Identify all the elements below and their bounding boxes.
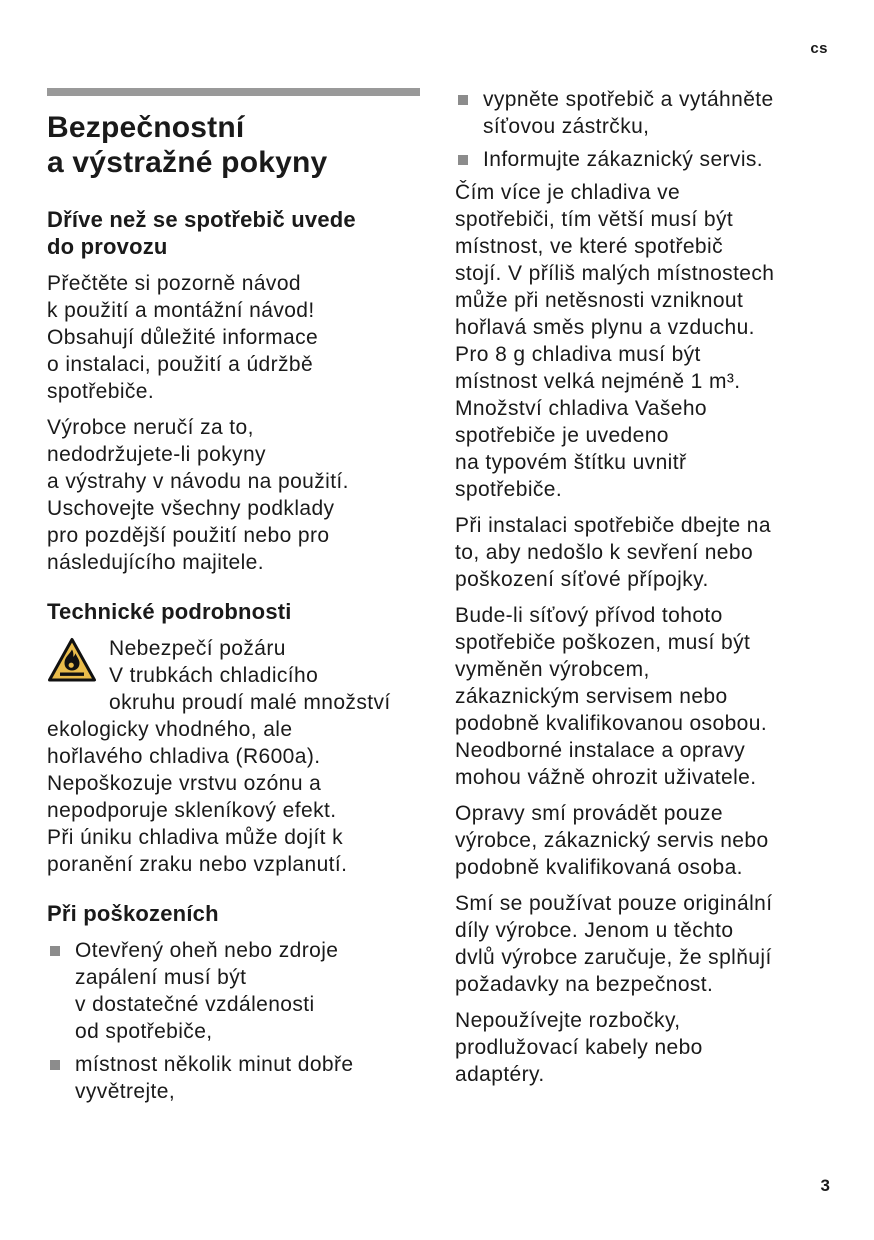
text-line: výrobce, zákaznický servis nebo: [455, 829, 769, 852]
bullet-item: [47, 1051, 423, 1105]
bullet-text: [75, 937, 423, 1045]
bullet-square-icon: [50, 946, 60, 956]
text-line: Pro 8 g chladiva musí být: [455, 343, 701, 366]
paragraph: [455, 890, 831, 998]
paragraph: [455, 179, 831, 503]
bullet-item: [455, 146, 831, 173]
text-line: nedodržujete-li pokyny: [47, 443, 266, 466]
paragraph: [47, 270, 423, 405]
text-line: Smí se používat pouze originální: [455, 892, 773, 915]
text-line: síťovou zástrčku,: [483, 115, 650, 138]
section-heading: [47, 206, 423, 260]
text-line: Nebezpečí požáru: [109, 637, 286, 660]
warning-note: [47, 635, 423, 878]
text-line: spotřebiče.: [455, 478, 563, 501]
text-line: ekologicky vhodného, ale: [47, 718, 293, 741]
text-line: vypněte spotřebič a vytáhněte: [483, 88, 774, 111]
text-line: Při úniku chladiva může dojít k: [47, 826, 344, 849]
text-line: Výrobce neručí za to,: [47, 416, 254, 439]
text-line: vyměněn výrobcem,: [455, 658, 650, 681]
text-line: zapálení musí být: [75, 966, 247, 989]
text-line: Uschovejte všechny podklady: [47, 497, 335, 520]
text-line: poranění zraku nebo vzplanutí.: [47, 853, 348, 876]
text-line: Přečtěte si pozorně návod: [47, 272, 301, 295]
section-heading: [47, 900, 423, 927]
paragraph: [455, 512, 831, 593]
flammable-warning-icon: [47, 637, 109, 692]
text-line: spotřebiče je uvedeno: [455, 424, 669, 447]
text-line: a výstražné pokyny: [47, 146, 328, 179]
text-line: Čím více je chladiva ve: [455, 181, 681, 204]
text-line: Bezpečnostní: [47, 111, 245, 144]
text-line: dvlů výrobce zaručuje, že splňují: [455, 946, 772, 969]
bullet-square-icon: [50, 1060, 60, 1070]
text-line: následujícího majitele.: [47, 551, 264, 574]
text-line: díly výrobce. Jenom u těchto: [455, 919, 734, 942]
text-line: může při netěsnosti vzniknout: [455, 289, 744, 312]
bullet-text: [483, 146, 831, 173]
text-line: V trubkách chladicího: [109, 664, 319, 687]
right-column: [455, 86, 831, 1097]
paragraph: [455, 1007, 831, 1088]
text-line: spotřebiče.: [47, 380, 155, 403]
bullet-square-icon: [458, 155, 468, 165]
paragraph: [455, 602, 831, 791]
text-line: Opravy smí provádět pouze: [455, 802, 723, 825]
left-column: [47, 88, 423, 1111]
text-line: do provozu: [47, 234, 168, 259]
text-line: hořlavého chladiva (R600a).: [47, 745, 321, 768]
text-line: na typovém štítku uvnitř: [455, 451, 687, 474]
text-line: v dostatečné vzdálenosti: [75, 993, 315, 1016]
text-line: vyvětrejte,: [75, 1080, 176, 1103]
text-line: Obsahují důležité informace: [47, 326, 319, 349]
text-line: Při instalaci spotřebiče dbejte na: [455, 514, 771, 537]
text-line: Informujte zákaznický servis.: [483, 148, 764, 171]
paragraph: [455, 800, 831, 881]
text-line: místnost, ve které spotřebič: [455, 235, 723, 258]
text-line: to, aby nedošlo k sevření nebo: [455, 541, 754, 564]
text-line: místnost velká nejméně 1 m³.: [455, 370, 741, 393]
text-line: hořlavá směs plynu a vzduchu.: [455, 316, 755, 339]
text-line: požadavky na bezpečnost.: [455, 973, 714, 996]
text-line: podobně kvalifikovanou osobou.: [455, 712, 768, 735]
text-line: podobně kvalifikovaná osoba.: [455, 856, 743, 879]
paragraph: [47, 414, 423, 576]
text-line: prodlužovací kabely nebo: [455, 1036, 703, 1059]
text-line: a výstrahy v návodu na použití.: [47, 470, 349, 493]
text-line: mohou vážně ohrozit uživatele.: [455, 766, 757, 789]
text-line: Dříve než se spotřebič uvede: [47, 207, 356, 232]
text-line: adaptéry.: [455, 1063, 545, 1086]
text-line: spotřebiče poškozen, musí být: [455, 631, 751, 654]
text-line: Bude-li síťový přívod tohoto: [455, 604, 723, 627]
text-line: spotřebiči, tím větší musí být: [455, 208, 734, 231]
page-title: [47, 110, 423, 180]
text-line: zákaznickým servisem nebo: [455, 685, 728, 708]
language-tag: cs: [810, 40, 828, 57]
text-line: nepodporuje skleníkový efekt.: [47, 799, 337, 822]
text-line: stojí. V příliš malých místnostech: [455, 262, 775, 285]
bullet-text: [75, 1051, 423, 1105]
text-line: Nepoškozuje vrstvu ozónu a: [47, 772, 322, 795]
text-line: od spotřebiče,: [75, 1020, 213, 1043]
text-line: Při poškozeních: [47, 901, 219, 926]
text-line: o instalaci, použití a údržbě: [47, 353, 314, 376]
text-line: k použití a montážní návod!: [47, 299, 315, 322]
text-line: pro pozdější použití nebo pro: [47, 524, 330, 547]
section-heading: [47, 598, 423, 625]
bullet-square-icon: [458, 95, 468, 105]
text-line: okruhu proudí malé množství: [109, 691, 391, 714]
top-rule: [47, 88, 420, 96]
text-line: Nepoužívejte rozbočky,: [455, 1009, 681, 1032]
page-number: 3: [820, 1176, 830, 1195]
bullet-item: [455, 86, 831, 140]
text-line: Technické podrobnosti: [47, 599, 292, 624]
text-line: místnost několik minut dobře: [75, 1053, 354, 1076]
bullet-text: [483, 86, 831, 140]
text-line: Množství chladiva Vašeho: [455, 397, 708, 420]
text-line: Otevřený oheň nebo zdroje: [75, 939, 339, 962]
text-line: Neodborné instalace a opravy: [455, 739, 746, 762]
text-line: poškození síťové přípojky.: [455, 568, 709, 591]
bullet-item: [47, 937, 423, 1045]
